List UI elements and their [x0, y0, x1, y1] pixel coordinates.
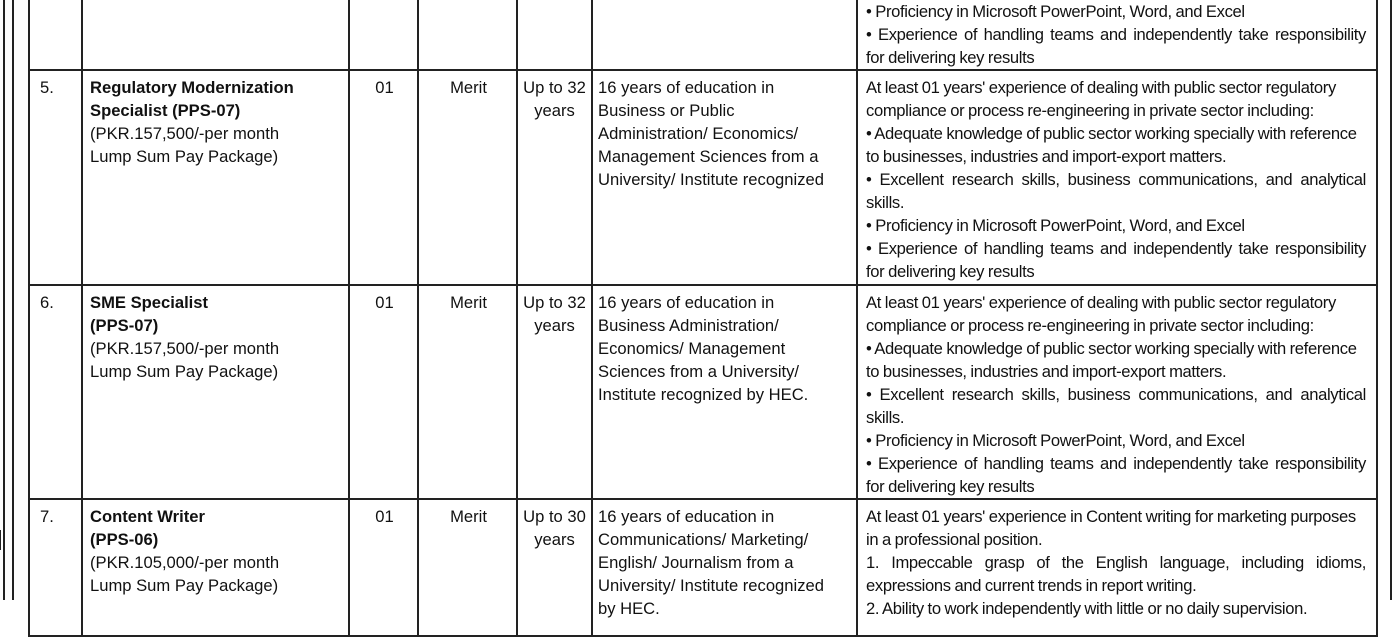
experience-line: • Experience of handling teams and independently take responsibility	[866, 239, 1366, 258]
qualification-line: 16 years of education in	[598, 507, 775, 526]
qualification-cell	[592, 70, 857, 285]
age-cell	[517, 70, 592, 285]
experience-line: 2. Ability to work independently with little or no daily supervision.	[866, 599, 1308, 618]
sr-no-cell: 7.	[29, 499, 82, 636]
experience-cell	[857, 285, 1377, 499]
qualification-line: English/ Journalism from a	[598, 553, 794, 572]
experience-line: for delivering key results	[866, 262, 1035, 281]
qualification-line: Institute recognized by HEC.	[598, 385, 809, 404]
qualification-line: by HEC.	[598, 599, 660, 618]
experience-line: • Experience of handling teams and independently take responsibility	[866, 454, 1366, 473]
qualification-line: Sciences from a University/	[598, 362, 800, 381]
experience-line: to businesses, industries and import-export matters.	[866, 362, 1227, 381]
qualification-line: Business Administration/	[598, 316, 779, 335]
experience-line: • Adequate knowledge of public sector working specially with reference	[866, 124, 1357, 143]
qualification-line: Management Sciences from a	[598, 147, 819, 166]
pay-package: (PKR.157,500/-per month	[90, 124, 280, 143]
experience-line: to businesses, industries and import-export matters.	[866, 147, 1227, 166]
page-border-right	[1390, 0, 1392, 600]
basis-cell: Merit	[418, 70, 517, 285]
age-cell	[517, 0, 592, 70]
qualification-line: University/ Institute recognized	[598, 576, 824, 595]
post-cell	[82, 499, 349, 636]
post-title: (PPS-07)	[90, 316, 159, 335]
experience-line: • Adequate knowledge of public sector working specially with reference	[866, 339, 1357, 358]
post-title: (PPS-06)	[90, 530, 159, 549]
post-cell	[82, 285, 349, 499]
post-title: Content Writer	[90, 507, 205, 526]
table-row	[29, 285, 1377, 499]
age-unit: years	[534, 530, 575, 549]
experience-line: • Excellent research skills, business communications, and analytical	[866, 385, 1366, 404]
age-cell	[517, 285, 592, 499]
age-cell	[517, 499, 592, 636]
sr-no-cell: 5.	[29, 70, 82, 285]
table-row	[29, 0, 1377, 70]
experience-line: compliance or process re-engineering in private sector including:	[866, 316, 1314, 335]
age-unit: years	[534, 316, 575, 335]
post-cell	[82, 70, 349, 285]
basis-cell: Merit	[418, 499, 517, 636]
posts-cell: 01	[349, 70, 418, 285]
posts-cell	[349, 0, 418, 70]
pay-package: Lump Sum Pay Package)	[90, 362, 279, 381]
qualification-line: Communications/ Marketing/	[598, 530, 809, 549]
experience-line: • Proficiency in Microsoft PowerPoint, Word, and Excel	[866, 2, 1245, 21]
qualification-line: Economics/ Management	[598, 339, 786, 358]
experience-line: • Proficiency in Microsoft PowerPoint, Word, and Excel	[866, 431, 1245, 450]
pay-package: (PKR.105,000/-per month	[90, 553, 280, 572]
experience-cell	[857, 0, 1377, 70]
experience-line: At least 01 years' experience in Content writing for marketing purposes	[866, 507, 1356, 526]
post-cell	[82, 0, 349, 70]
experience-line: in a professional position.	[866, 530, 1043, 549]
qualification-line: 16 years of education in	[598, 293, 775, 312]
experience-line: • Excellent research skills, business communications, and analytical	[866, 170, 1366, 189]
qualification-cell	[592, 0, 857, 70]
experience-line: expressions and current trends in report writing.	[866, 576, 1197, 595]
post-title: Specialist (PPS-07)	[90, 101, 241, 120]
experience-cell	[857, 499, 1377, 636]
qualification-cell	[592, 499, 857, 636]
age-limit: Up to 32	[523, 78, 586, 97]
experience-line: skills.	[866, 193, 905, 212]
qualification-line: University/ Institute recognized	[598, 170, 824, 189]
basis-cell: Merit	[418, 285, 517, 499]
posts-cell: 01	[349, 499, 418, 636]
pay-package: Lump Sum Pay Package)	[90, 576, 279, 595]
sr-no-cell	[29, 0, 82, 70]
age-limit: Up to 30	[523, 507, 586, 526]
vacancy-table	[28, 0, 1378, 637]
experience-line: 1. Impeccable grasp of the English language, including idioms,	[866, 553, 1366, 572]
experience-line: for delivering key results	[866, 477, 1035, 496]
experience-line: • Proficiency in Microsoft PowerPoint, Word, and Excel	[866, 216, 1245, 235]
margin-mark	[0, 530, 5, 550]
experience-line: compliance or process re-engineering in private sector including:	[866, 101, 1314, 120]
basis-cell	[418, 0, 517, 70]
table-row	[29, 499, 1377, 636]
qualification-line: 16 years of education in	[598, 78, 775, 97]
pay-package: Lump Sum Pay Package)	[90, 147, 279, 166]
experience-cell	[857, 70, 1377, 285]
qualification-line: Business or Public	[598, 101, 735, 120]
sr-no-cell: 6.	[29, 285, 82, 499]
age-unit: years	[534, 101, 575, 120]
page-border-left-inner	[12, 0, 14, 600]
experience-line: for delivering key results	[866, 48, 1035, 67]
page-border-left-outer	[3, 0, 5, 600]
post-title: Regulatory Modernization	[90, 78, 294, 97]
qualification-cell	[592, 285, 857, 499]
post-title: SME Specialist	[90, 293, 209, 312]
posts-cell: 01	[349, 285, 418, 499]
pay-package: (PKR.157,500/-per month	[90, 339, 280, 358]
experience-line: At least 01 years' experience of dealing with public sector regulatory	[866, 293, 1336, 312]
experience-line: • Experience of handling teams and independently take responsibility	[866, 25, 1366, 44]
table-row	[29, 70, 1377, 285]
experience-line: At least 01 years' experience of dealing with public sector regulatory	[866, 78, 1336, 97]
experience-line: skills.	[866, 408, 905, 427]
qualification-line: Administration/ Economics/	[598, 124, 799, 143]
age-limit: Up to 32	[523, 293, 586, 312]
